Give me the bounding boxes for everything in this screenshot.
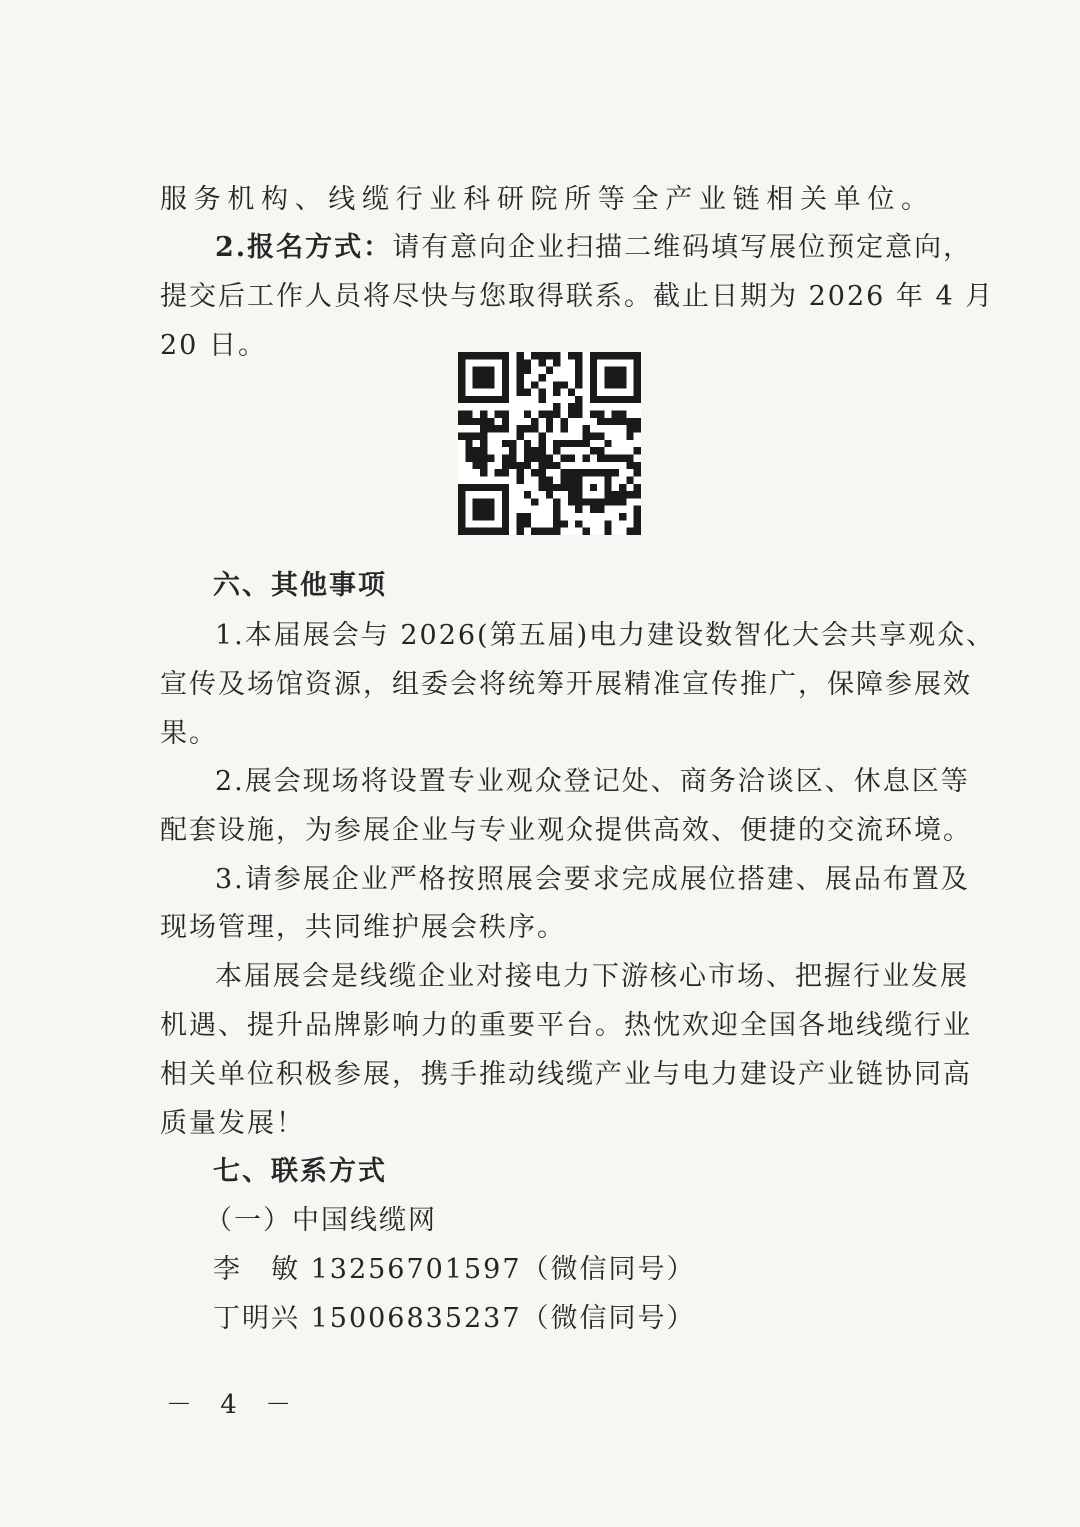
section6-p1-line1: 1.本届展会与 2026(第五届)电力建设数智化大会共享观众、 <box>215 620 996 651</box>
section7-heading: 七、联系方式 <box>213 1156 387 1187</box>
section6-p4-line2: 机遇、提升品牌影响力的重要平台。热忱欢迎全国各地线缆行业 <box>160 1010 972 1041</box>
section6-p2-line1: 2.展会现场将设置专业观众登记处、商务洽谈区、休息区等 <box>215 766 970 797</box>
section6-p2-line2: 配套设施，为参展企业与专业观众提供高效、便捷的交流环境。 <box>160 815 972 846</box>
registration-method-line2: 提交后工作人员将尽快与您取得联系。截止日期为 2026 年 4 月 <box>160 281 995 312</box>
registration-method-line3: 20 日。 <box>160 330 267 361</box>
contact-li-min: 李 敏 13256701597（微信同号） <box>213 1254 696 1285</box>
section6-p4-line3: 相关单位积极参展，携手推动线缆产业与电力建设产业链协同高 <box>160 1059 972 1090</box>
registration-method-text: 请有意向企业扫描二维码填写展位预定意向， <box>392 232 973 263</box>
section5-continuation-line: 服务机构、线缆行业科研院所等全产业链相关单位。 <box>160 184 930 215</box>
registration-method-label: 2.报名方式： <box>215 232 393 263</box>
section6-p1-line3: 果。 <box>160 718 218 749</box>
qr-code-icon[interactable] <box>458 352 641 535</box>
section6-p3-line1: 3.请参展企业严格按照展会要求完成展位搭建、展品布置及 <box>215 864 970 895</box>
section7-sub1: （一）中国线缆网 <box>205 1205 437 1236</box>
section6-p1-line2: 宣传及场馆资源，组委会将统筹开展精准宣传推广，保障参展效 <box>160 669 972 700</box>
section6-heading: 六、其他事项 <box>213 570 387 601</box>
section6-p3-line2: 现场管理，共同维护展会秩序。 <box>160 912 566 943</box>
page-number: － 4 － <box>166 1390 302 1420</box>
contact-ding-mingxing: 丁明兴 15006835237（微信同号） <box>213 1303 696 1334</box>
registration-method-line1 <box>215 224 973 272</box>
section6-p4-line1: 本届展会是线缆企业对接电力下游核心市场、把握行业发展 <box>215 961 969 992</box>
section6-p4-line4: 质量发展！ <box>160 1108 305 1139</box>
